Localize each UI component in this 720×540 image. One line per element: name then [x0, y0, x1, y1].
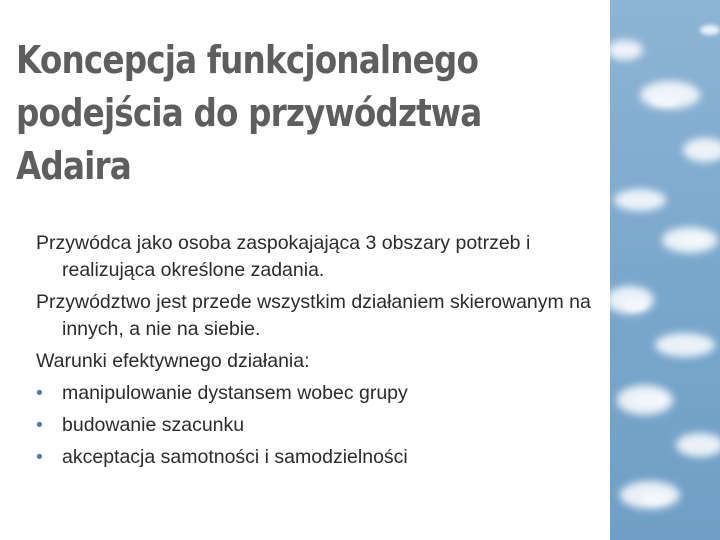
slide-body [36, 230, 606, 476]
bullet-text: budowanie szacunku [62, 414, 245, 436]
paragraph: Warunki efektywnego działania: [36, 350, 310, 372]
slide-title [16, 34, 523, 193]
bullet-icon: • [36, 382, 43, 404]
title-line: Adaira [16, 144, 131, 188]
sky-clouds-graphic [610, 0, 720, 540]
title-line: podejścia do przywództwa [16, 91, 482, 135]
bullet-icon: • [36, 446, 43, 468]
sky-clouds-image [610, 0, 720, 540]
paragraph: Przywództwo jest przede wszystkim działaniem skierowanym na innych, a nie na siebie. [36, 291, 591, 340]
bullet-icon: • [36, 414, 43, 436]
bullet-text: akceptacja samotności i samodzielności [62, 446, 408, 468]
bullet-item [36, 380, 606, 407]
title-line: Koncepcja funkcjonalnego [16, 38, 479, 82]
paragraph: Przywódca jako osoba zaspokajająca 3 obszary potrzeb i realizująca określone zadania. [36, 232, 531, 281]
bullet-item [36, 412, 606, 439]
bullet-item [36, 444, 606, 471]
bullet-text: manipulowanie dystansem wobec grupy [62, 382, 408, 404]
